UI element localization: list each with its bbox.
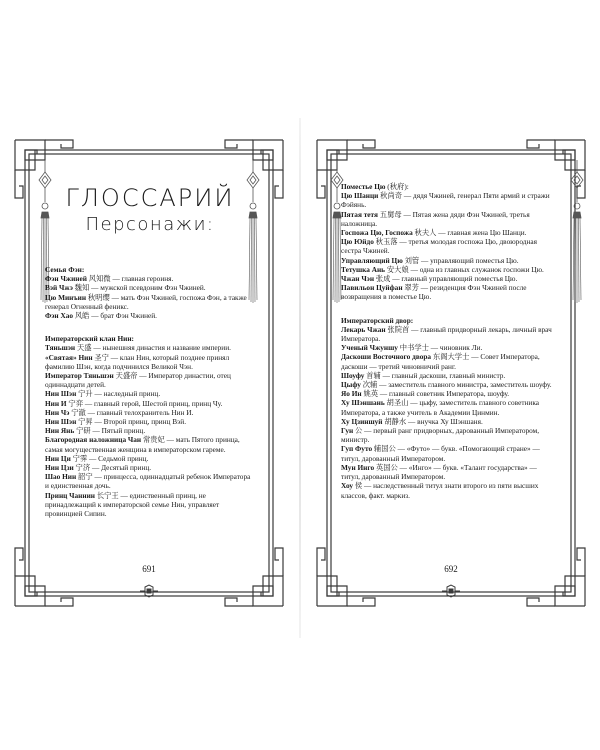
glossary-term: Яо Ин [341,389,362,399]
glossary-entry [341,352,555,370]
right-sections [341,182,555,500]
glossary-entry [341,325,555,343]
glossary-term: Ху Шэншань [341,398,385,408]
glossary-term: Хоу [341,481,354,491]
book-gutter [299,118,301,638]
section-heading [45,334,255,343]
glossary-definition: 首辅 — главный даскоши, главный министр. [364,370,506,380]
glossary-definition: 秋尚奇 — дядя Чжиней, генерал Пяти армий и стражи Фэйянь. [341,191,550,210]
glossary-entry [45,399,255,408]
glossary-term: Мун Инго [341,462,375,472]
glossary-term: Нин Ци [45,453,71,463]
glossary-definition: 魏知 — мужской псевдоним Фэн Чжиней. [72,283,206,293]
glossary-entry [341,191,555,209]
glossary-definition: 风皓 — брат Фэн Чжиней. [73,311,157,321]
glossary-entry [341,398,555,416]
glossary-term: Фэн Хао [45,311,74,321]
glossary-term: Лекарь Чжан [341,324,386,334]
glossary-definition: 翠芳 — резиденция Фэн Чжиней после возвращения в поместье Цю. [341,283,527,302]
glossary-term: Цю Минъин [45,292,87,302]
glossary-definition: 宁弈 — главный герой, Шестой принц, принц Чу. [66,398,223,408]
glossary-entry [45,491,255,519]
glossary-term: Тетушка Ань [341,264,386,274]
glossary-definition: 侯 — наследственный титул знати второго из пяти высших классов, факт. маркиз. [341,481,539,500]
glossary-entry [341,426,555,444]
section-heading [45,265,255,274]
glossary-term: Цю Юйдо [341,237,374,247]
right-page-content [341,177,555,500]
section-gap [45,320,255,329]
glossary-entry [45,283,255,292]
section-heading-label: Поместье Цю [341,182,386,191]
glossary-definition: 宁霁 — Седьмой принц. [70,453,149,463]
glossary-subtitle: Персонажи: [85,214,215,235]
glossary-definition: 刘管 — управляющий поместья Цю. [402,255,519,265]
page-number: 692 [444,564,458,574]
glossary-definition: 英国公 — «Инго» — букв. «Талант государства» — титул, дарованный Императором. [341,462,537,482]
glossary-term: Нин Чэ [45,407,70,417]
glossary-term: Шоуфу [341,370,365,380]
glossary-entry [341,210,555,228]
glossary-definition: 秋夫人 — главная жена Цю Шанци. [412,228,527,238]
glossary-term: Император Тяньшэн [45,371,114,381]
glossary-definition: 宁澈 — главный телохранитель Нин И. [69,407,194,417]
glossary-definition: 韶宁 — принцесса, одиннадцатый ребенок Императора и единственная дочь. [45,472,251,491]
glossary-entry [45,408,255,417]
section-heading [341,182,555,191]
page-number: 691 [142,564,156,574]
glossary-definition: 秋玉落 — третья молодая госпожа Цю, двоюродная сестра Чжиней. [341,237,537,256]
glossary-entry [45,435,255,453]
section-heading-label: Семья Фэн: [45,265,85,274]
glossary-term: Госпожа Цю, Госпожа [341,228,413,238]
glossary-definition: 宁升 — наследный принц. [76,389,161,399]
glossary-entry [341,417,555,426]
glossary-entry [45,472,255,490]
glossary-definition: 安大娘 — одна из главных служанок госпожи Цю. [385,264,544,274]
section-gap [341,302,555,311]
glossary-term: Нин И [45,398,67,408]
glossary-entry [341,389,555,398]
glossary-definition: 长宁王 — единственный принц, не принадлежащий к императорской семье Нин, управляет провинцией Сипин. [45,490,220,519]
section-heading-label: Императорский двор: [341,315,414,325]
glossary-entry [341,444,555,462]
glossary-entry [45,454,255,463]
glossary-definition: 秋明缨 — мать Фэн Чжиней, госпожа Фэн, а также генерал Огненный феникс. [45,292,247,311]
glossary-definition: 五舅母 — Пятая жена дяди Фэн Чжиней, третья наложница. [341,209,530,228]
glossary-definition: 宁昇 — Второй принц, принц Вэй. [76,417,187,427]
glossary-definition: 风知微 — главная героиня. [86,274,174,284]
glossary-definition: 胡圣山 — цыфу, заместитель главного советника Императора, а также учитель в Академии Цинмин. [341,398,539,417]
glossary-term: «Святая» Нин [45,352,93,362]
glossary-term: Тяньшэн [45,343,76,353]
glossary-entry [45,311,255,320]
glossary-entry [45,293,255,311]
glossary-definition: 张成 — главный управляющий поместья Цю. [374,274,518,284]
glossary-term: Цыфу [341,380,361,390]
glossary-definition: 圣宁 — клан Нин, который позднее принял фамилию Шэн, когда подчинился Великой Чэн. [45,352,230,371]
section-heading-suffix: (秋府): [385,182,409,191]
glossary-entry [341,256,555,265]
glossary-entry [341,265,555,274]
glossary-term: Цю Шанци [341,191,379,201]
glossary-entry [45,343,255,352]
glossary-definition: 宁研 — Пятый принц. [74,426,146,436]
left-page-content [45,183,255,518]
glossary-entry [341,343,555,352]
ornament-emblem-icon [441,584,461,598]
section-heading-label: Императорский клан Нин: [45,334,134,344]
glossary-entry [341,237,555,255]
chinese-knot-tassel-icon [567,160,587,305]
glossary-entry [341,274,555,283]
glossary-entry [341,481,555,499]
glossary-term: Нин Шэн [45,417,77,427]
glossary-term: Нин Цзи [45,463,74,473]
glossary-entry [341,463,555,481]
glossary-term: Чжан Чэн [341,274,375,284]
right-page [315,138,587,608]
left-sections [45,265,255,518]
glossary-term: Ученый Чжуншу [341,343,398,353]
glossary-definition: 常贵妃 — мать Пятого принца, самая могущественная женщина в императорском гареме. [45,435,240,454]
glossary-term: Даскоши Восточного двора [341,352,432,362]
ornament-emblem-icon [139,584,159,598]
glossary-term: Гуп Футо [341,444,373,454]
glossary-term: Ху Цзиншуй [341,416,383,426]
glossary-entry [341,380,555,389]
glossary-entry [45,463,255,472]
glossary-term: Нин Янь [45,426,75,436]
glossary-entry [341,228,555,237]
glossary-entry [45,426,255,435]
glossary-term: Вэй Чжэ [45,283,73,293]
glossary-term: Павильон Цуйфан [341,283,403,293]
glossary-entry [341,371,555,380]
glossary-entry [45,353,255,371]
glossary-entry [45,417,255,426]
glossary-entry [45,274,255,283]
glossary-term: Принц Чаннин [45,490,95,500]
glossary-definition: 辅国公 — «Футо» — букв. «Помогающий стране» — титул, дарованный Императором. [341,444,540,463]
section-heading [341,316,555,325]
glossary-title: ГЛОССАРИЙ [65,184,235,212]
glossary-term: Нин Шэн [45,389,77,399]
glossary-definition: 公 — первый ранг придворных, дарованный Императором, министр. [341,426,540,445]
left-page [13,138,285,608]
glossary-entry [341,283,555,301]
glossary-entry [45,371,255,389]
glossary-term: Фэн Чжиней [45,274,87,284]
glossary-term: Управляющий Цю [341,255,403,265]
glossary-definition: 宁济 — Десятый принц. [73,463,152,473]
glossary-definition: 胡静水 — внучка Ху Шэншаня. [382,416,483,426]
glossary-term: Шао Нин [45,472,77,482]
glossary-definition: 次辅 — заместитель главного министра, заместитель шоуфу. [360,380,552,390]
glossary-term: Пятая тетя [341,209,378,219]
glossary-term: Гун [341,426,354,436]
glossary-definition: 天盛帝 — Император династии, отец одиннадцати детей. [45,371,231,390]
glossary-entry [45,389,255,398]
glossary-term: Благородная наложница Чан [45,435,142,445]
glossary-definition: 中书学士 — чиновник Ли. [397,343,483,353]
glossary-definition: 张院首 — главный придворный лекарь, личный врач Императора. [341,324,552,344]
glossary-definition: 姚英 — главный советник Императора, шоуфу. [361,389,510,399]
glossary-definition: 天盛 — нынешняя династия и название империи. [75,343,231,353]
glossary-definition: 东阁大学士 — Совет Императора, даскоши — третий чиновничий ранг. [341,352,540,371]
